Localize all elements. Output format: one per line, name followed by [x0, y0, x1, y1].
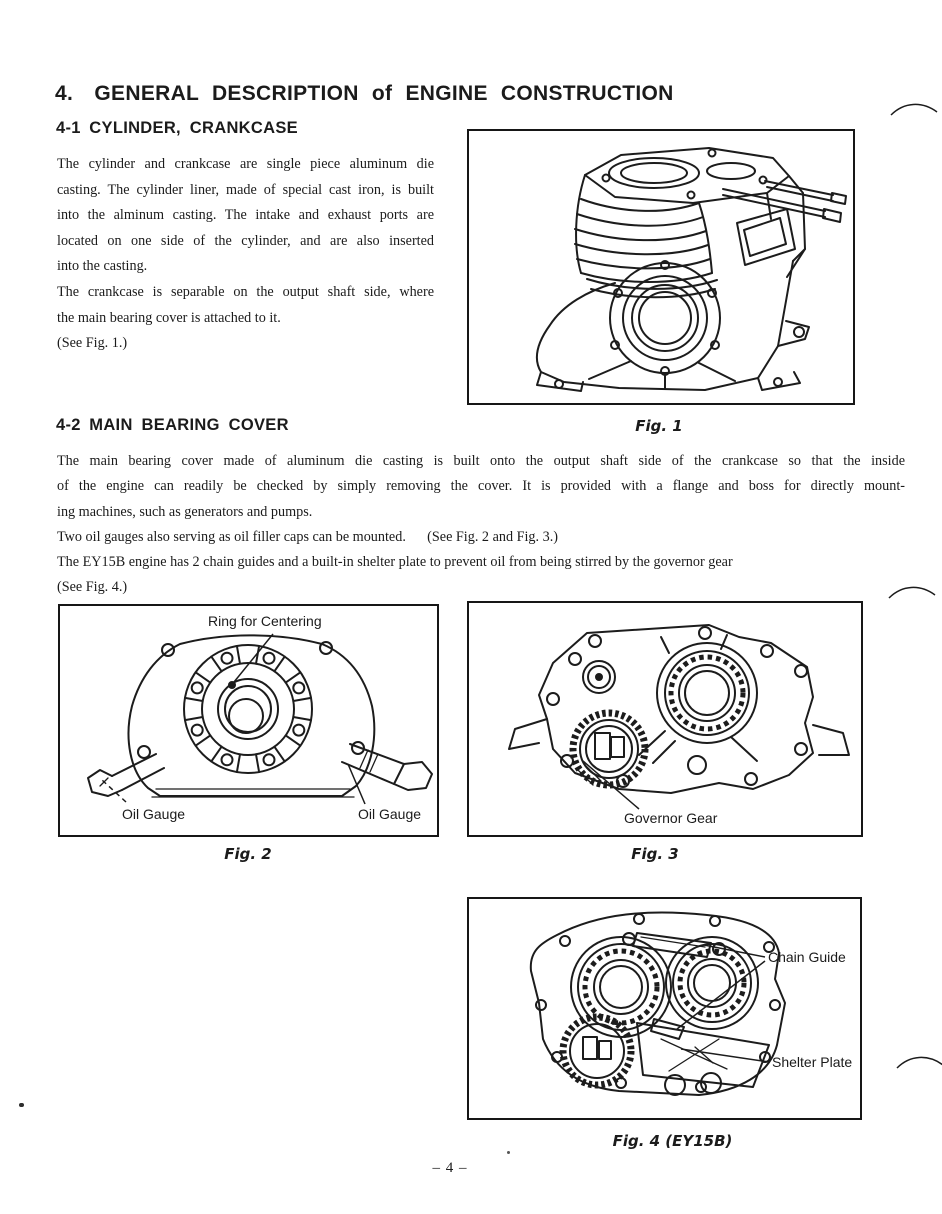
figure-1-box	[467, 129, 855, 405]
scan-artifact-curl	[886, 581, 938, 605]
fig2-label-oil-gauge-right: Oil Gauge	[358, 806, 422, 822]
text-line: into the casting.	[57, 258, 148, 275]
text-line: The cylinder and crankcase are single piece aluminum die	[57, 156, 434, 172]
text-line: casting. The cylinder liner, made of special cast iron, is built	[57, 181, 434, 198]
figure-4-caption: Fig. 4 (EY15B)	[612, 1132, 733, 1150]
figure-1-caption: Fig. 1	[635, 417, 683, 435]
text-line: (See Fig. 4.)	[57, 579, 128, 596]
text-line: of the engine can readily be checked by simply removing the cover. It is provided with a flange and boss for directly mount-	[57, 478, 905, 495]
text-line: Two oil gauges also serving as oil filler caps can be mounted. (See Fig. 2 and Fig. 3.)	[57, 528, 558, 545]
text-line: The main bearing cover made of aluminum die casting is built onto the output shaft side of the crankcase so that the inside	[57, 453, 905, 469]
text-line: ing machines, such as generators and pumps.	[57, 503, 313, 520]
figure-3-caption: Fig. 3	[631, 845, 679, 863]
section-4-2-heading: 4-2 MAIN BEARING COVER	[56, 416, 289, 434]
page-title: 4. GENERAL DESCRIPTION of ENGINE CONSTRUCTION	[55, 82, 674, 105]
section-4-2-paragraph	[57, 449, 905, 601]
fig3-governor-gear-drawing	[469, 603, 861, 835]
fig3-label-governor-gear: Governor Gear	[624, 810, 718, 826]
text-line: the main bearing cover is attached to it.	[57, 309, 281, 326]
text-line: The EY15B engine has 2 chain guides and a built-in shelter plate to prevent oil from being stirred by the governor gear	[57, 554, 733, 571]
text-line: The crankcase is separable on the output shaft side, where	[57, 283, 434, 300]
text-line: located on one side of the cylinder, and are also inserted	[57, 232, 434, 249]
fig1-cylinder-crankcase-drawing	[469, 131, 853, 403]
scan-artifact-curl	[894, 1051, 942, 1075]
fig2-label-ring-for-centering: Ring for Centering	[208, 613, 322, 629]
scan-artifact-curl	[888, 98, 940, 122]
section-4-1-paragraph	[57, 152, 434, 357]
figure-2-caption: Fig. 2	[224, 845, 272, 863]
fig4-chain-guide-shelter-plate-drawing	[469, 899, 860, 1118]
text-line: into the alminum casting. The intake and exhaust ports are	[57, 207, 434, 224]
scan-speck	[19, 1103, 24, 1107]
fig2-bearing-cover-drawing	[60, 606, 437, 835]
text-line: (See Fig. 1.)	[57, 335, 128, 352]
figure-4-box	[467, 897, 862, 1120]
fig2-label-oil-gauge-left: Oil Gauge	[122, 806, 186, 822]
page-number: – 4 –	[432, 1160, 468, 1176]
fig4-label-chain-guide: Chain Guide	[768, 949, 846, 965]
fig4-label-shelter-plate: Shelter Plate	[772, 1054, 853, 1070]
figure-3-box	[467, 601, 863, 837]
scan-speck	[507, 1151, 510, 1154]
figure-2-box	[58, 604, 439, 837]
section-4-1-heading: 4-1 CYLINDER, CRANKCASE	[56, 119, 298, 137]
